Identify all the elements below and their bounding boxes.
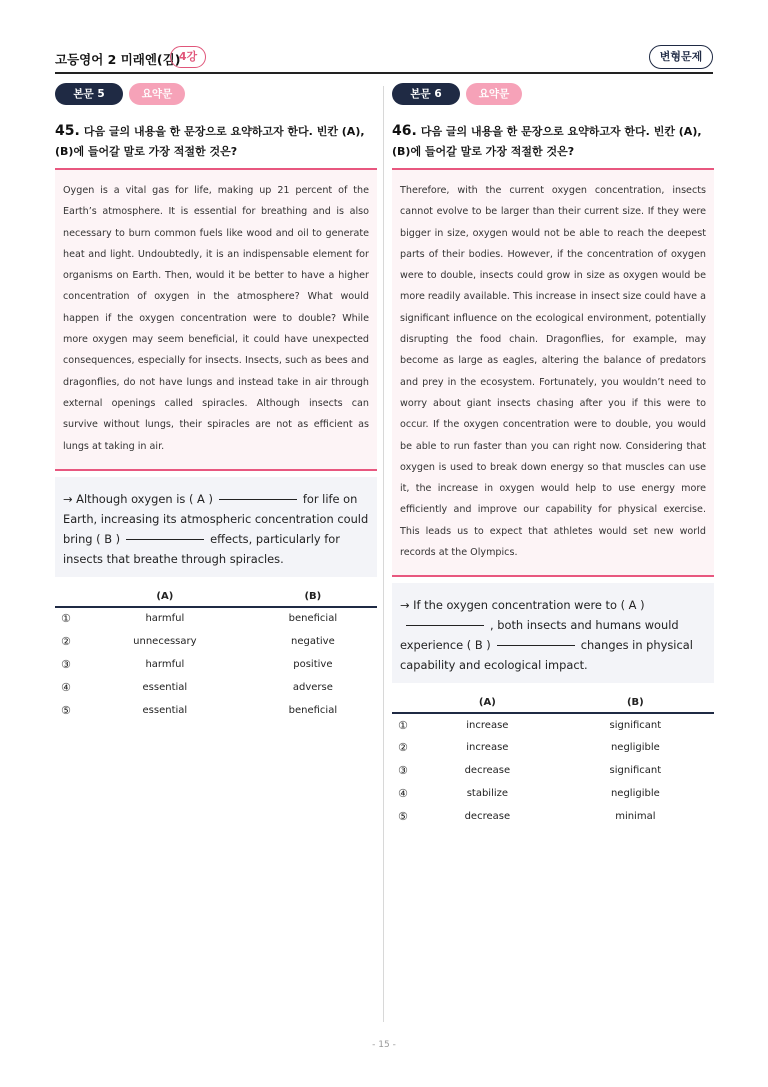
header-rule xyxy=(55,72,713,74)
column-a-header: (A) xyxy=(156,590,174,602)
choice-b: minimal xyxy=(615,811,656,823)
choice-row[interactable] xyxy=(55,653,377,676)
choice-number: ⑤ xyxy=(61,703,71,717)
question-prompt xyxy=(392,121,714,162)
choice-number: ⑤ xyxy=(398,810,408,824)
summary-sentence xyxy=(55,477,377,577)
variant-badge: 변형문제 xyxy=(649,45,713,69)
choice-a: decrease xyxy=(464,765,511,777)
reading-passage: Therefore, with the current oxygen concentration, insects cannot evolve to be larger than their current size. If they were bigger in size, oxygen would not be able to reach the deepest parts of their bodies. However, if the concentration of oxygen were to double, insects could grow in size as oxygen would be more readily available. This increase in insect size could have a significant influence on the ecological environment, potentially disrupting the food chain. Dragonflies, for example, may become as large as eagles, altering the balance of predators and prey in the ecosystem. Fortunately, you wouldn’t need to worry about giant insects chasing after you if this were to occur. If the oxygen concentration were to double, you would be able to run faster than you can right now. Considering that oxygen is used to break down energy so that muscles can use it, the increase in oxygen would help to use energy more efficiently and improve our capability for physical exercise. This leads us to expect that athletes would set new world records at the Olympics. xyxy=(392,170,714,575)
summary-sentence xyxy=(392,583,714,683)
column-a-header: (A) xyxy=(478,697,496,709)
choice-row[interactable] xyxy=(392,759,714,782)
column-b-header: (B) xyxy=(304,590,322,602)
question-tags xyxy=(392,83,714,105)
summary-part-2: for life on Earth, increasing its atmospheric concentration could bring ( B ) xyxy=(63,491,369,546)
question-text: 다음 글의 내용을 한 문장으로 요약하고자 한다. 빈칸 (A), (B)에 들어갈 말로 가장 적절한 것은? xyxy=(55,125,365,158)
question-number: 45. xyxy=(55,123,80,139)
choice-a: increase xyxy=(466,742,509,754)
blank-a xyxy=(219,499,297,500)
choice-a: unnecessary xyxy=(133,635,197,647)
blank-b xyxy=(497,645,575,646)
passage-rule xyxy=(392,575,714,577)
choice-row[interactable] xyxy=(55,630,377,653)
choice-a: stabilize xyxy=(466,788,509,800)
choice-row[interactable] xyxy=(55,607,377,630)
choice-b: positive xyxy=(293,658,333,670)
question-text: 다음 글의 내용을 한 문장으로 요약하고자 한다. 빈칸 (A), (B)에 들어갈 말로 가장 적절한 것은? xyxy=(392,125,702,158)
lesson-badge: 4강 xyxy=(170,46,206,68)
choice-a: harmful xyxy=(145,658,185,670)
type-tag: 요약문 xyxy=(466,83,522,105)
answer-choices xyxy=(55,587,377,722)
choice-row[interactable] xyxy=(392,736,714,759)
question-number: 46. xyxy=(392,123,417,139)
question-tags xyxy=(55,83,377,105)
choice-number: ③ xyxy=(61,657,71,671)
summary-part-1: → If the oxygen concentration were to ( A ) xyxy=(400,598,645,613)
choice-number: ② xyxy=(398,741,408,755)
passage-tag: 본문 6 xyxy=(392,83,460,105)
left-column xyxy=(55,83,377,722)
choice-number: ④ xyxy=(61,680,71,694)
choice-number: ③ xyxy=(398,764,408,778)
passage-rule xyxy=(55,469,377,471)
blank-a xyxy=(406,625,484,626)
choice-b: beneficial xyxy=(288,704,338,716)
blank-b xyxy=(126,539,204,540)
choices-header xyxy=(392,693,714,713)
choice-a: increase xyxy=(466,719,509,731)
summary-part-1: → Although oxygen is ( A ) xyxy=(63,491,213,506)
summary-part-2: , both insects and humans would experience ( B ) xyxy=(400,618,679,653)
choice-a: essential xyxy=(142,681,188,693)
summary-part-3: changes in physical capability and ecological impact. xyxy=(400,638,693,673)
type-tag: 요약문 xyxy=(129,83,185,105)
choice-b: negative xyxy=(290,635,335,647)
summary-part-3: effects, particularly for insects that breathe through spiracles. xyxy=(63,531,340,566)
choice-num-header xyxy=(392,693,418,713)
choice-b: adverse xyxy=(292,681,333,693)
choice-row[interactable] xyxy=(392,713,714,736)
choice-b: beneficial xyxy=(288,613,338,625)
column-b-header: (B) xyxy=(626,697,644,709)
choice-a: harmful xyxy=(145,613,185,625)
choice-b: significant xyxy=(609,719,662,731)
choice-row[interactable] xyxy=(55,676,377,699)
choice-num-header xyxy=(55,587,81,607)
choice-row[interactable] xyxy=(392,805,714,828)
page-number: - 15 - xyxy=(372,1040,396,1050)
textbook-title: 고등영어 2 미래엔(김) xyxy=(55,52,181,67)
answer-choices xyxy=(392,693,714,828)
question-prompt xyxy=(55,121,377,162)
choice-b: negligible xyxy=(610,742,660,754)
choice-row[interactable] xyxy=(392,782,714,805)
passage-tag: 본문 5 xyxy=(55,83,123,105)
choice-number: ① xyxy=(398,718,408,732)
choice-number: ② xyxy=(61,634,71,648)
choice-number: ④ xyxy=(398,787,408,801)
choice-a: decrease xyxy=(464,811,511,823)
choices-header xyxy=(55,587,377,607)
right-column xyxy=(392,83,714,828)
choice-number: ① xyxy=(61,612,71,626)
choice-b: negligible xyxy=(610,788,660,800)
reading-passage: Oygen is a vital gas for life, making up 21 percent of the Earth’s atmosphere. It is essential for breathing and is also necessary to burn common fuels like wood and oil to generate heat and light. Undoubtedly, it is an indispensable element for organisms on Earth. Then, would it be better to have a higher concentration of oxygen in the atmosphere? What would happen if the oxygen concentration were to double? While more oxygen may seem beneficial, it could have unexpected consequences, especially for insects. Insects, such as bees and dragonflies, do not have lungs and instead take in air through external openings called spiracles. Although insects can survive without lungs, their spiracles are not as efficient as lungs at taking in air. xyxy=(55,170,377,469)
choice-row[interactable] xyxy=(55,699,377,722)
column-divider xyxy=(383,86,384,1022)
choice-b: significant xyxy=(609,765,662,777)
choice-a: essential xyxy=(142,704,188,716)
